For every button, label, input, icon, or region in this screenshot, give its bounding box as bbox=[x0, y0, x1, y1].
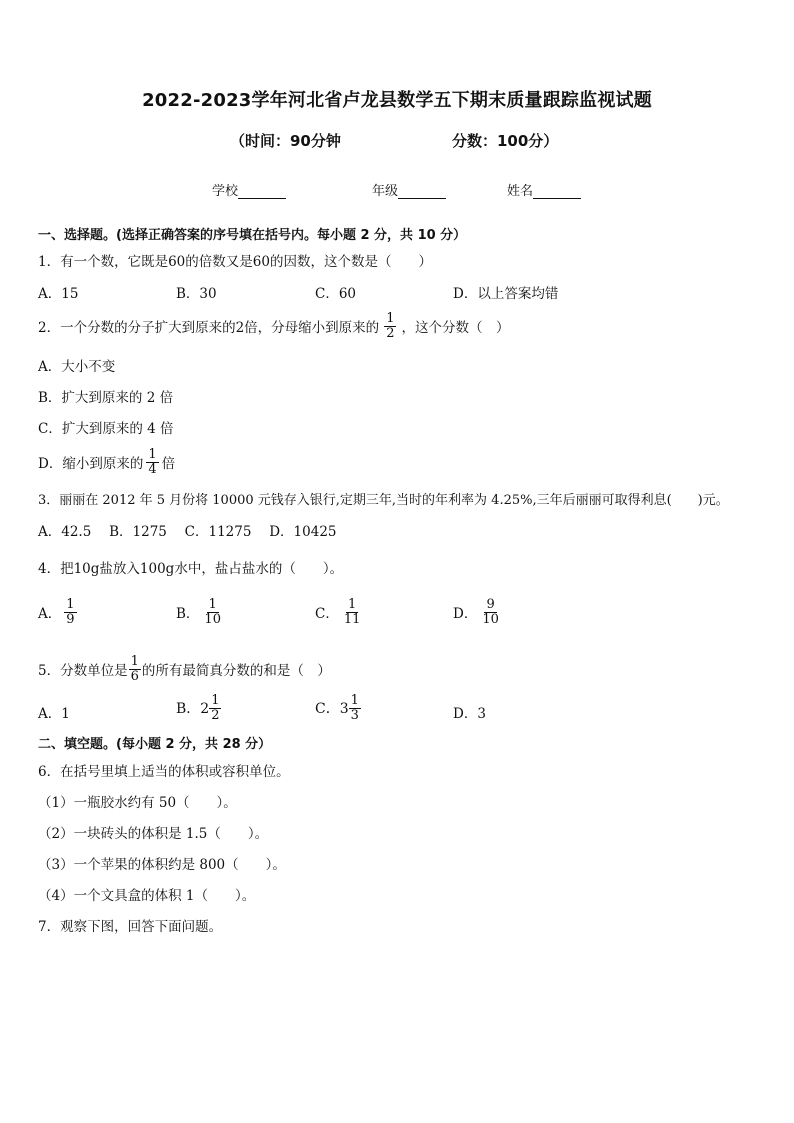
q4-option-c bbox=[315, 598, 365, 626]
q2-frac-num: 1 bbox=[386, 311, 395, 326]
q4-b-den: 10 bbox=[204, 611, 221, 627]
q4-d-den: 10 bbox=[482, 611, 499, 627]
q6-item-3: （3）一个苹果的体积约是 800（ ）。 bbox=[38, 857, 286, 873]
q5-fraction bbox=[129, 655, 141, 683]
grade-label: 年级 bbox=[372, 184, 399, 199]
q4-a-num: 1 bbox=[66, 597, 75, 612]
q5-c-num: 1 bbox=[350, 693, 359, 708]
q2-option-d-text-a: D．缩小到原来的 bbox=[38, 456, 144, 473]
q5-option-c bbox=[315, 694, 364, 722]
q5-frac-den: 6 bbox=[130, 668, 139, 684]
q7-stem: 7．观察下图，回答下面问题。 bbox=[38, 919, 223, 935]
q5-b-den: 2 bbox=[211, 707, 220, 723]
section1-heading: 一、选择题。(选择正确答案的序号填在括号内。每小题 2 分，共 10 分） bbox=[38, 228, 467, 243]
q4-option-b-label: B． bbox=[176, 606, 200, 623]
school-field bbox=[212, 180, 286, 199]
q2-opt-d-num: 1 bbox=[148, 447, 157, 462]
q5-option-b-label: B．2 bbox=[176, 701, 210, 718]
q2-option-d-text-b: 倍 bbox=[161, 456, 176, 473]
school-blank[interactable] bbox=[238, 184, 286, 199]
q5-stem-text-b: 的所有最简真分数的和是（ ） bbox=[141, 663, 331, 680]
q4-b-num: 1 bbox=[208, 597, 217, 612]
q4-stem: 4．把10g盐放入100g水中，盐占盐水的（ ）。 bbox=[38, 561, 344, 577]
q1-stem: 1．有一个数，它既是60的倍数又是60的因数，这个数是（ ） bbox=[38, 254, 432, 270]
q2-frac-den: 2 bbox=[386, 325, 395, 341]
exam-score: 分数：100分） bbox=[452, 132, 559, 150]
q4-option-a-label: A． bbox=[38, 606, 62, 623]
q5-option-c-fraction bbox=[349, 694, 361, 722]
q4-option-d-label: D． bbox=[453, 606, 478, 623]
q3-stem: 3．丽丽在 2012 年 5 月份将 10000 元钱存入银行,定期三年,当时的年利率为 4.25%,三年后丽丽可取得利息( )元。 bbox=[38, 493, 729, 508]
q4-option-c-label: C． bbox=[315, 606, 339, 623]
grade-blank[interactable] bbox=[398, 184, 446, 199]
q5-c-den: 3 bbox=[350, 707, 359, 723]
q6-item-2: （2）一块砖头的体积是 1.5（ ）。 bbox=[38, 826, 269, 842]
q5-option-b-fraction bbox=[209, 694, 221, 722]
q2-option-d-fraction bbox=[146, 448, 158, 476]
name-blank[interactable] bbox=[533, 184, 581, 199]
q2-option-a: A．大小不变 bbox=[38, 359, 116, 375]
q1-option-c: C．60 bbox=[315, 286, 357, 302]
q4-option-a bbox=[38, 598, 80, 626]
q3-options: A．42.5 B．1275 C．11275 D．10425 bbox=[38, 524, 337, 540]
q5-option-c-label: C．3 bbox=[315, 701, 349, 718]
section2-heading: 二、填空题。(每小题 2 分，共 28 分） bbox=[38, 737, 272, 752]
grade-field bbox=[372, 180, 446, 199]
q6-item-4: （4）一个文具盒的体积 1（ ）。 bbox=[38, 888, 256, 904]
name-field bbox=[507, 180, 581, 199]
q4-option-c-fraction bbox=[342, 598, 363, 626]
q1-option-b: B．30 bbox=[176, 286, 217, 302]
q5-b-num: 1 bbox=[211, 693, 220, 708]
exam-time: （时间：90分钟 bbox=[230, 132, 341, 150]
q1-option-a: A．15 bbox=[38, 286, 79, 302]
q6-item-1: （1）一瓶胶水约有 50（ ）。 bbox=[38, 795, 237, 811]
q4-option-b bbox=[176, 598, 226, 626]
q4-d-num: 9 bbox=[486, 597, 495, 612]
q4-c-den: 11 bbox=[343, 611, 361, 627]
q4-c-num: 1 bbox=[347, 597, 357, 612]
q6-stem: 6．在括号里填上适当的体积或容积单位。 bbox=[38, 764, 290, 780]
q2-fraction bbox=[384, 312, 396, 340]
q2-stem-text-a: 2．一个分数的分子扩大到原来的2倍，分母缩小到原来的 bbox=[38, 320, 380, 337]
q5-option-d: D．3 bbox=[453, 706, 486, 722]
q4-option-b-fraction bbox=[202, 598, 223, 626]
q1-option-d: D．以上答案均错 bbox=[453, 286, 559, 302]
school-label: 学校 bbox=[212, 184, 239, 199]
q2-option-c: C．扩大到原来的 4 倍 bbox=[38, 421, 174, 437]
q5-option-a: A．1 bbox=[38, 706, 70, 722]
q2-option-b: B．扩大到原来的 2 倍 bbox=[38, 390, 174, 406]
name-label: 姓名 bbox=[507, 184, 534, 199]
q4-option-a-fraction bbox=[64, 598, 76, 626]
q5-stem-text-a: 5．分数单位是 bbox=[38, 663, 128, 680]
q5-option-b bbox=[176, 694, 224, 722]
q4-option-d-fraction bbox=[480, 598, 501, 626]
q5-frac-num: 1 bbox=[130, 654, 139, 669]
q2-opt-d-den: 4 bbox=[148, 461, 157, 477]
q4-option-d bbox=[453, 598, 504, 626]
q2-stem bbox=[38, 312, 509, 340]
q5-stem bbox=[38, 655, 331, 683]
q2-stem-text-b: ，这个分数（ ） bbox=[401, 320, 510, 337]
page-title: 2022-2023学年河北省卢龙县数学五下期末质量跟踪监视试题 bbox=[142, 90, 652, 111]
q4-a-den: 9 bbox=[66, 611, 75, 627]
q2-option-d bbox=[38, 448, 175, 476]
